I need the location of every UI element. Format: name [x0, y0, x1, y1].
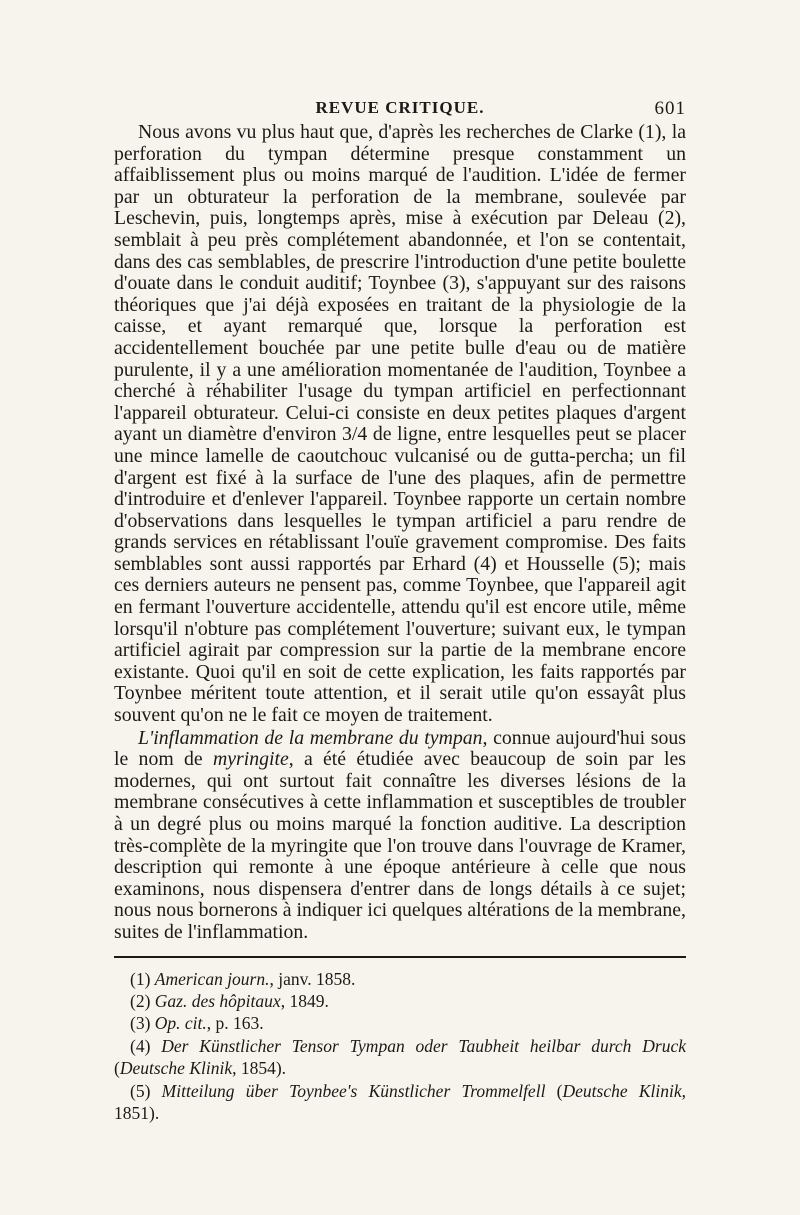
- footnote-reference: Deutsche Klinik: [562, 1080, 682, 1101]
- paragraph-text: , a été étudiée avec beaucoup de soin par les modernes, qui ont surtout fait connaître les diverses lésions de la membrane consécutives à cette inflammation et susceptibles de troubler à un degré plus ou moins marqué la fonction auditive. La description très-complète de la myringite que l'on trouve dans l'ouvrage de Kramer, description qui remonte à une époque antérieure à celle que nous examinons, nous dispensera d'entrer dans de longs détails à ce sujet; nous nous bornerons à indiquer ici quelques altérations de la membrane, suites de l'inflammation.: [114, 748, 686, 943]
- footnote-reference: Deutsche Klinik: [119, 1058, 233, 1079]
- footnote-reference: Mitteilung über Toynbee's Künstlicher Trommelfell: [161, 1080, 546, 1101]
- footnote-number: (5): [130, 1080, 151, 1101]
- footnote-number: (4): [130, 1035, 151, 1056]
- footnote-text: , 1849.: [280, 990, 329, 1011]
- footnote-text: , 1854).: [232, 1058, 287, 1079]
- paragraph-text: , connue aujourd'hui sous le nom de: [114, 726, 686, 771]
- footnote-number: (1): [130, 968, 151, 989]
- footnote: [114, 1035, 686, 1080]
- paragraph-myringite: [114, 728, 686, 944]
- running-header: [114, 98, 686, 122]
- footnote-number: (3): [130, 1013, 151, 1034]
- footnote-reference: Op. cit.: [154, 1013, 207, 1034]
- footnote: [114, 1080, 686, 1125]
- footnote-reference: American journ.: [154, 968, 270, 989]
- term-myringite: myringite: [212, 748, 289, 771]
- footnote: [114, 968, 686, 990]
- footnote-text: , janv. 1858.: [269, 968, 356, 989]
- footnotes: [114, 968, 686, 1125]
- footnote-text: (: [545, 1080, 563, 1101]
- footnote-text: (: [114, 1058, 120, 1079]
- book-page: [114, 98, 686, 1124]
- footnote-divider: [114, 956, 686, 958]
- footnote-text: , p. 163.: [206, 1013, 264, 1034]
- body-text: [114, 122, 686, 944]
- footnote-reference: Der Künstlicher Tensor Tympan oder Taubheit heilbar durch Druck: [161, 1035, 686, 1056]
- footnote-number: (2): [130, 990, 151, 1011]
- footnote-text: , 1851).: [114, 1080, 687, 1123]
- running-title: REVUE CRITIQUE.: [315, 98, 485, 117]
- section-lead: L'inflammation de la membrane du tympan: [138, 726, 483, 749]
- footnote-reference: Gaz. des hôpitaux: [154, 990, 281, 1011]
- paragraph-tympan-artificiel: Nous avons vu plus haut que, d'après les recherches de Clarke (1), la perforation du tympan détermine presque constamment un affaiblissement plus ou moins marqué de l'audition. L'idée de fermer par un obturateur la perforation de la membrane, soulevée par Leschevin, puis, longtemps après, mise à exécution par Deleau (2), semblait à peu près complétement abandonnée, et l'on se contentait, dans des cas semblables, de prescrire l'introduction d'une petite boulette d'ouate dans le conduit auditif; Toynbee (3), s'appuyant sur des raisons théoriques que j'ai déjà exposées en traitant de la physiologie de la caisse, et ayant remarqué que, lorsque la perforation est accidentellement bouchée par une petite bulle d'eau ou de matière purulente, il y a une amélioration momentanée de l'audition, Toynbee a cherché à réhabiliter l'usage du tympan artificiel en perfectionnant l'appareil obturateur. Celui-ci consiste en deux petites plaques d'argent ayant un diamètre d'environ 3/4 de ligne, entre lesquelles peut se placer une mince lamelle de caoutchouc vulcanisé ou de gutta-percha; un fil d'argent est fixé à la surface de l'une des plaques, afin de permettre d'introduire et d'enlever l'appareil. Toynbee rapporte un certain nombre d'observations dans lesquelles le tympan artificiel a paru rendre de grands services en rétablissant l'ouïe gravement compromise. Des faits semblables sont aussi rapportés par Erhard (4) et Housselle (5); mais ces derniers auteurs ne pensent pas, comme Toynbee, que l'appareil agit en fermant l'ouverture accidentelle, attendu qu'il est encore utile, même lorsqu'il n'obture pas complétement l'ouverture; suivant eux, le tympan artificiel agirait par compression sur la partie de la membrane encore existante. Quoi qu'il en soit de cette explication, les faits rapportés par Toynbee méritent toute attention, et il serait utile qu'on essayât plus souvent qu'on ne le fait ce moyen de traitement.: [114, 121, 686, 727]
- page-number: 601: [654, 98, 686, 119]
- footnote: [114, 990, 686, 1012]
- footnote: [114, 1012, 686, 1034]
